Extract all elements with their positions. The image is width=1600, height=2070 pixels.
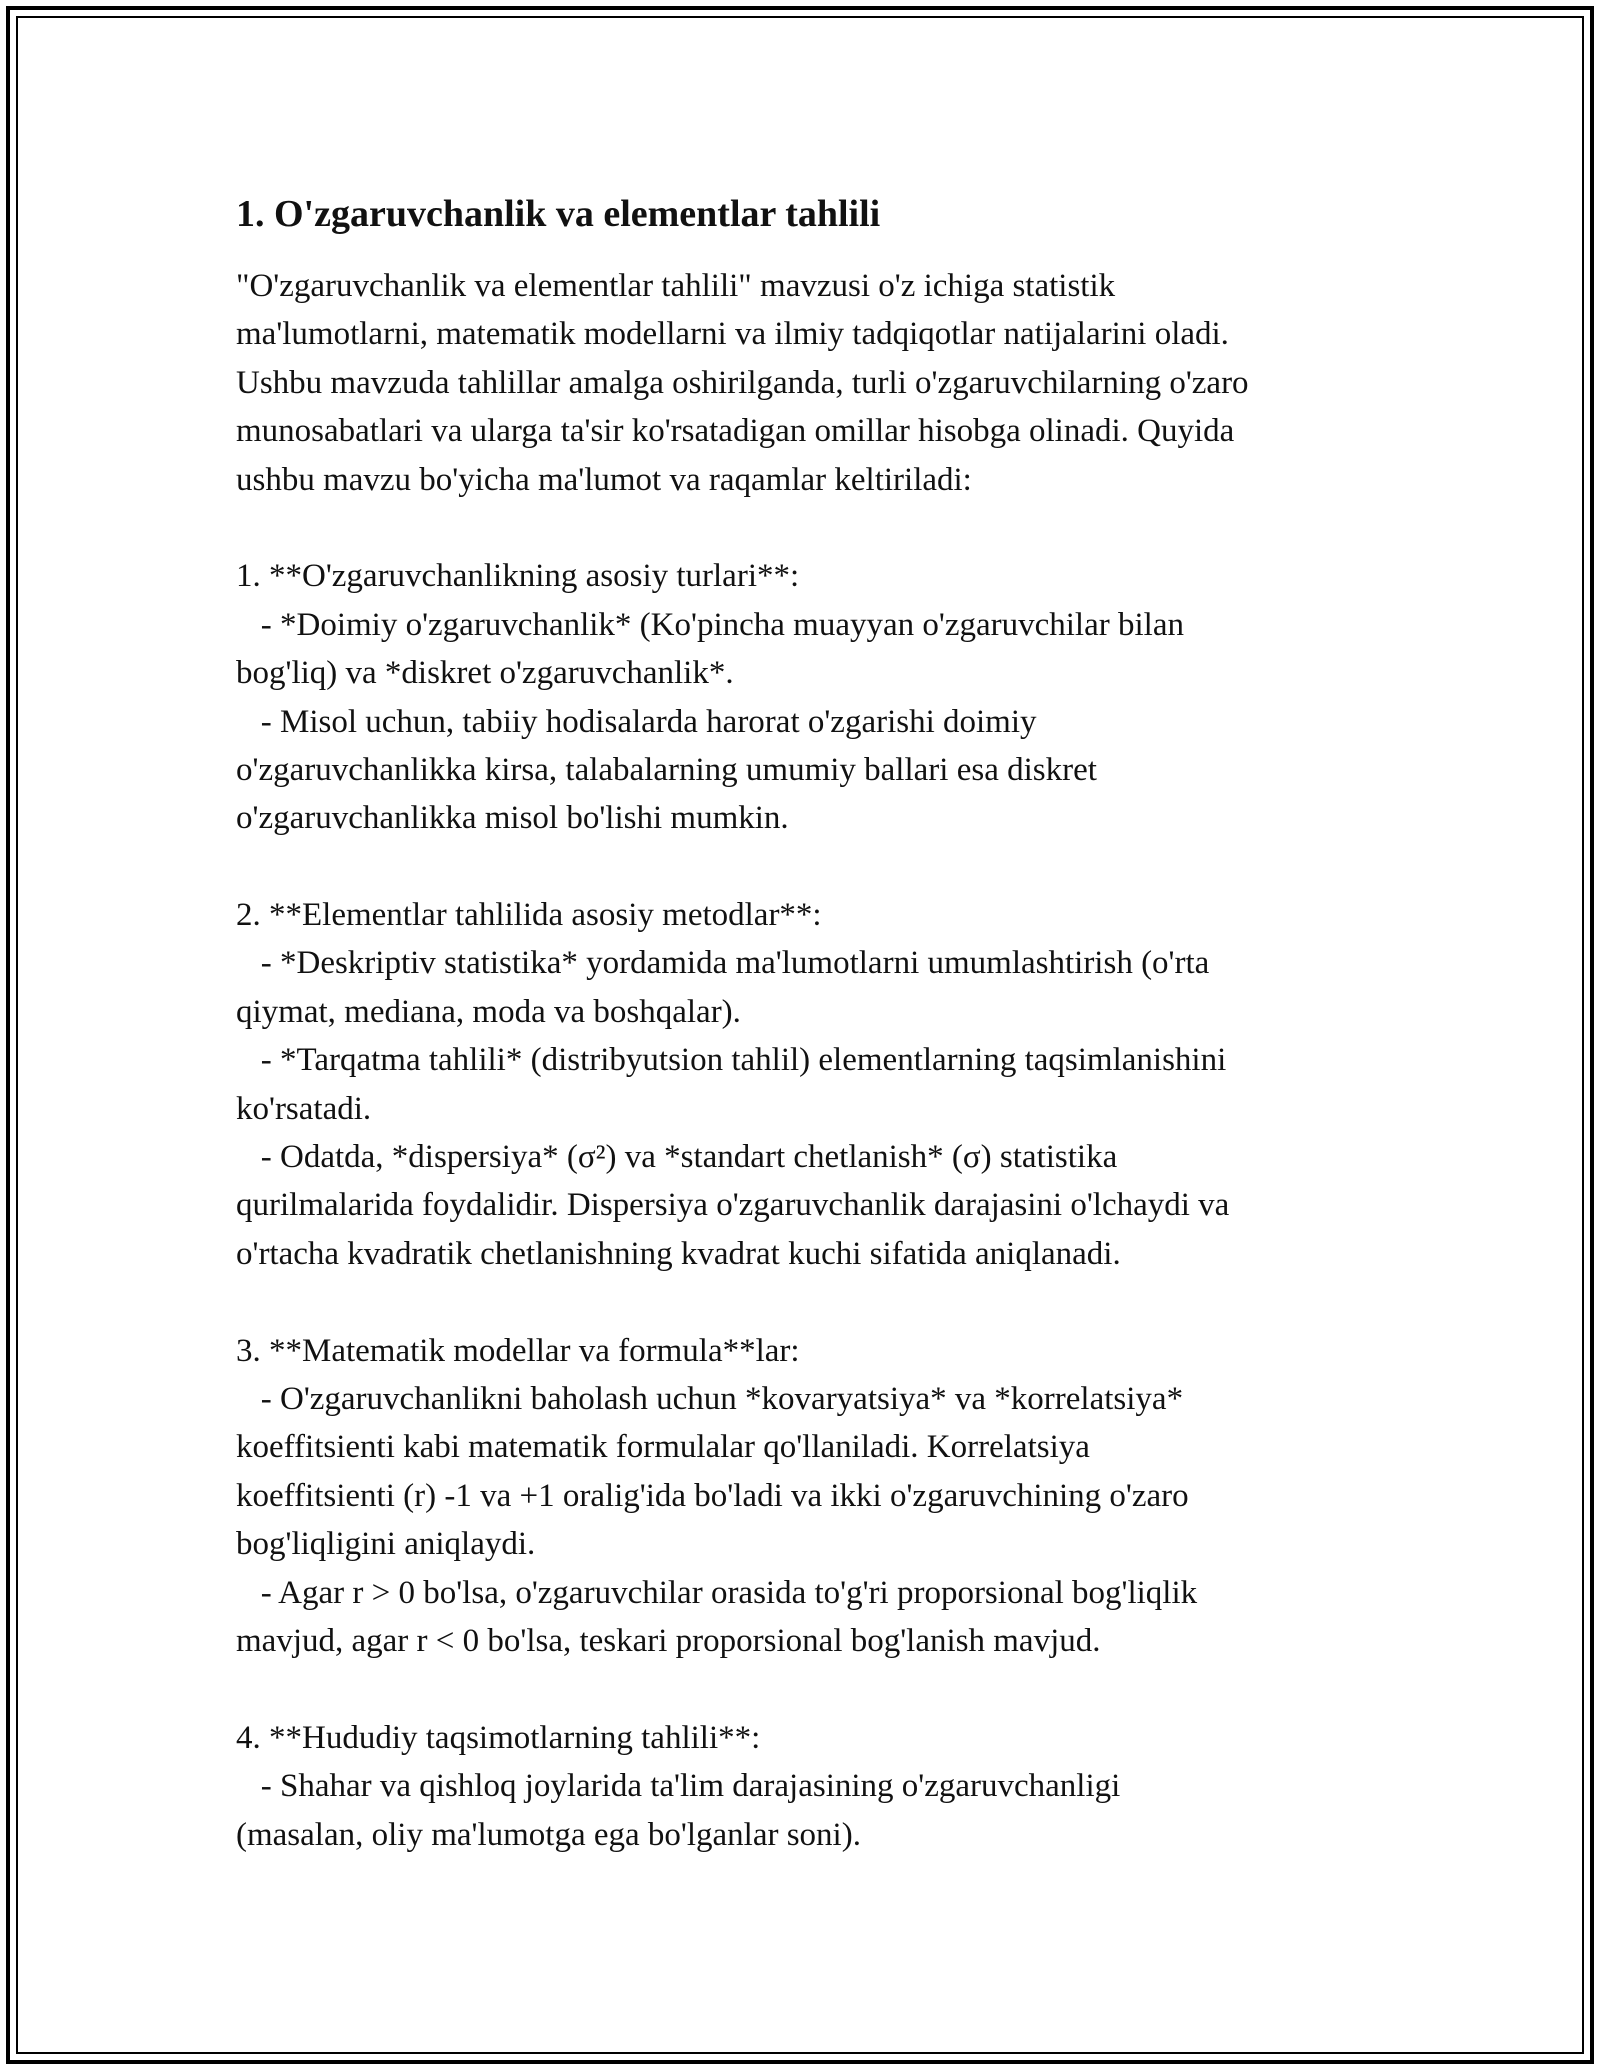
- text-line: bog'liqligini aniqlaydi.: [236, 1526, 536, 1563]
- text-line: [236, 1278, 1386, 1326]
- text-line: - O'zgaruvchanlikni baholash uchun *kovaryatsiya* va *korrelatsiya*: [236, 1380, 1184, 1417]
- text-line: - Misol uchun, tabiiy hodisalarda harorat o'zgarishi doimiy: [236, 703, 1037, 740]
- text-line: [236, 1665, 1386, 1713]
- document-text: [236, 262, 1386, 1859]
- text-line: ma'lumotlarni, matematik modellarni va ilmiy tadqiqotlar natijalarini oladi.: [236, 316, 1229, 353]
- text-line: [236, 843, 1386, 891]
- text-line: koeffitsienti kabi matematik formulalar qo'llaniladi. Korrelatsiya: [236, 1429, 1090, 1466]
- text-line: - *Deskriptiv statistika* yordamida ma'lumotlarni umumlashtirish (o'rta: [236, 945, 1210, 982]
- text-line: - Agar r > 0 bo'lsa, o'zgaruvchilar orasida to'g'ri proporsional bog'liqlik: [236, 1574, 1198, 1611]
- text-line: 1. **O'zgaruvchanlikning asosiy turlari**:: [236, 558, 800, 595]
- text-line: 3. **Matematik modellar va formula**lar:: [236, 1332, 800, 1369]
- text-line: koeffitsienti (r) -1 va +1 oralig'ida bo'ladi va ikki o'zgaruvchining o'zaro: [236, 1477, 1189, 1514]
- text-line: ko'rsatadi.: [236, 1090, 372, 1127]
- text-line: o'rtacha kvadratik chetlanishning kvadrat kuchi sifatida aniqlanadi.: [236, 1235, 1121, 1272]
- text-line: 2. **Elementlar tahlilida asosiy metodlar**:: [236, 897, 822, 934]
- text-line: o'zgaruvchanlikka kirsa, talabalarning umumiy ballari esa diskret: [236, 751, 1097, 788]
- text-line: (masalan, oliy ma'lumotga ega bo'lganlar soni).: [236, 1816, 861, 1853]
- text-line: - *Tarqatma tahlili* (distribyutsion tahlil) elementlarning taqsimlanishini: [236, 1042, 1227, 1079]
- text-line: qiymat, mediana, moda va boshqalar).: [236, 993, 741, 1030]
- text-line: - Shahar va qishloq joylarida ta'lim darajasining o'zgaruvchanligi: [236, 1768, 1121, 1805]
- text-line: [236, 504, 1386, 552]
- text-line: munosabatlari va ularga ta'sir ko'rsatadigan omillar hisobga olinadi. Quyida: [236, 413, 1235, 450]
- text-line: "O'zgaruvchanlik va elementlar tahlili" mavzusi o'z ichiga statistik: [236, 268, 1116, 304]
- document-body: [236, 188, 1386, 1859]
- text-line: bog'liq) va *diskret o'zgaruvchanlik*.: [236, 655, 734, 692]
- text-line: Ushbu mavzuda tahlillar amalga oshirilganda, turli o'zgaruvchilarning o'zaro: [236, 364, 1249, 401]
- text-line: 4. **Hududiy taqsimotlarning tahlili**:: [236, 1719, 761, 1756]
- document-title: 1. O'zgaruvchanlik va elementlar tahlili: [236, 193, 881, 235]
- text-line: - Odatda, *dispersiya* (σ²) va *standart chetlanish* (σ) statistika: [236, 1139, 1118, 1176]
- text-line: qurilmalarida foydalidir. Dispersiya o'zgaruvchanlik darajasini o'lchaydi va: [236, 1187, 1230, 1224]
- text-line: - *Doimiy o'zgaruvchanlik* (Ko'pincha muayyan o'zgaruvchilar bilan: [236, 606, 1184, 643]
- text-line: o'zgaruvchanlikka misol bo'lishi mumkin.: [236, 800, 789, 837]
- text-line: mavjud, agar r < 0 bo'lsa, teskari proporsional bog'lanish mavjud.: [236, 1622, 1101, 1659]
- text-line: ushbu mavzu bo'yicha ma'lumot va raqamlar keltiriladi:: [236, 461, 972, 498]
